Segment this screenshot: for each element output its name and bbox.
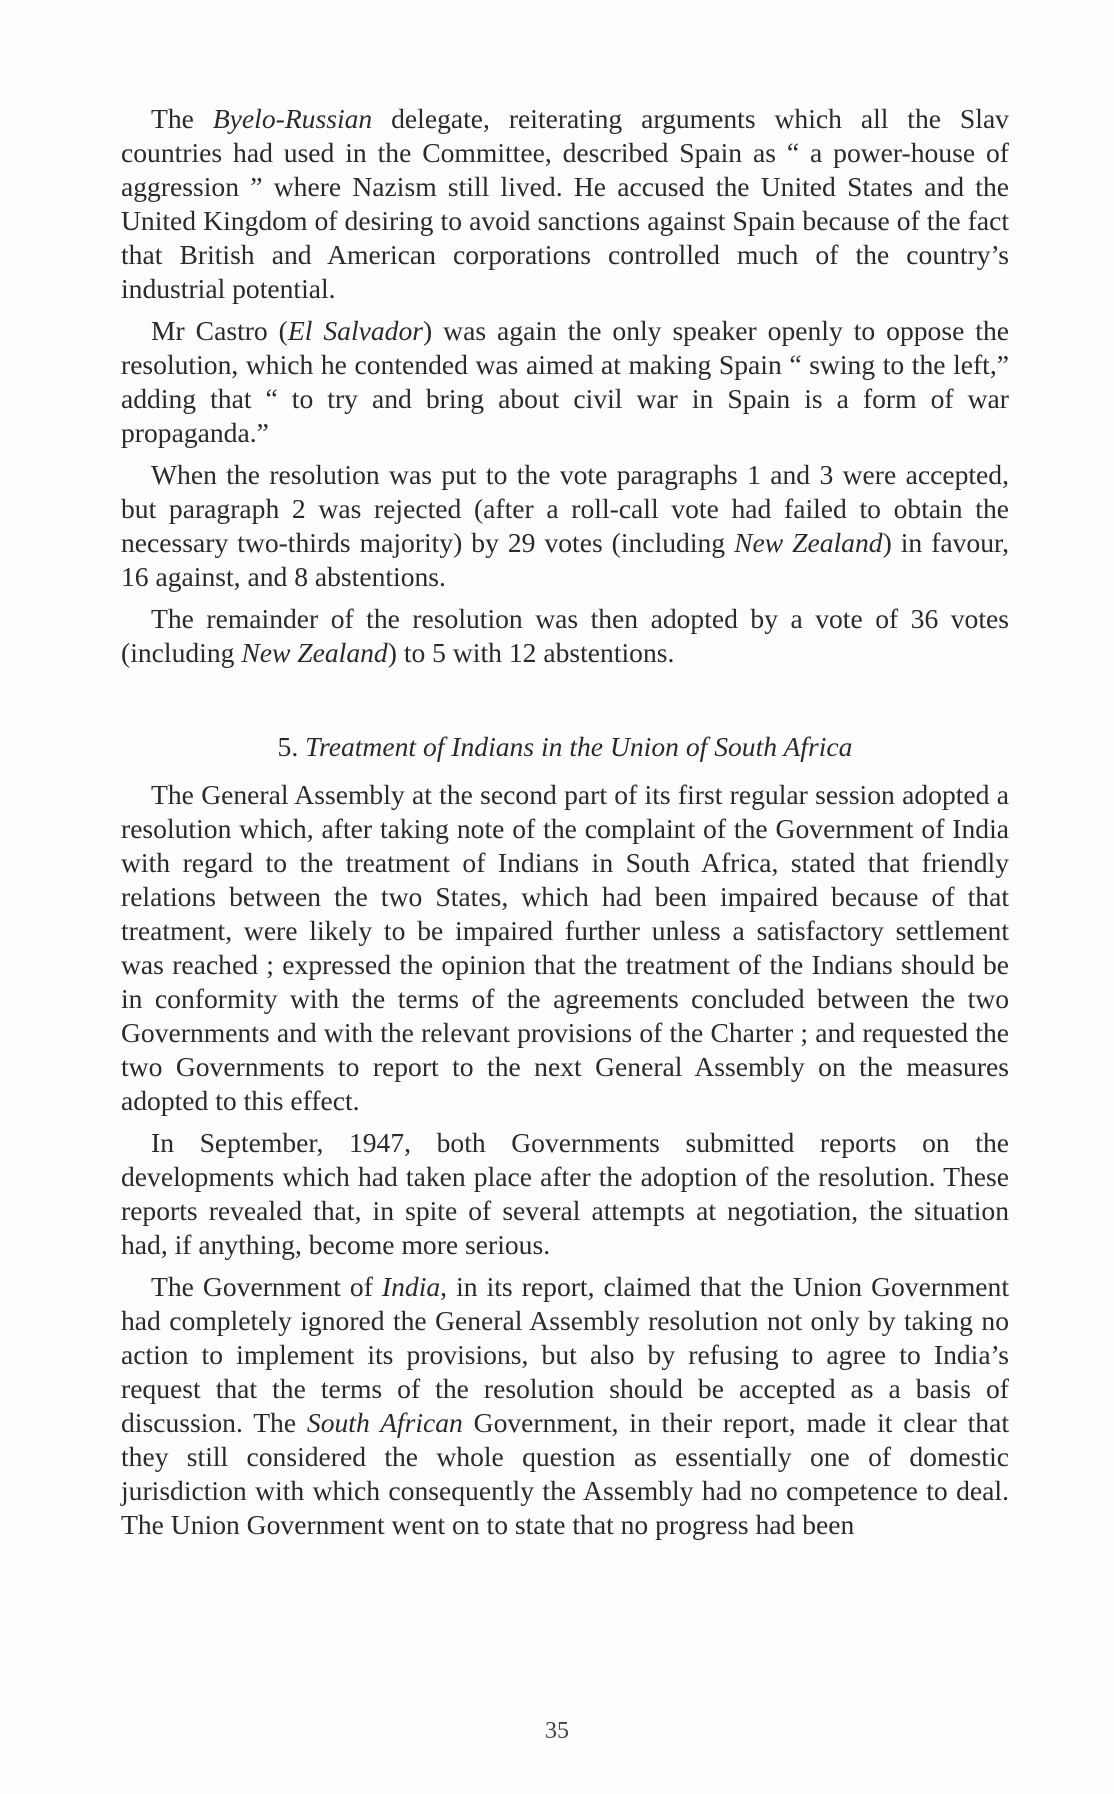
paragraph — [121, 102, 1009, 306]
paragraph — [121, 778, 1009, 1118]
italic-text: India — [381, 1271, 441, 1302]
text-run: delegate, reiterating arguments which all the Slav countries had used in the Committee, described Spain as “ a power-house of aggression ” where Nazism still lived. He accused the United States and the United Kingdom of desiring to avoid sanctions against Spain because of the fact that British and American corporations controlled much of the country’s industrial potential. — [121, 103, 1009, 304]
paragraph-group-2 — [121, 778, 1009, 1542]
italic-text: South African — [306, 1407, 463, 1438]
paragraph-group-1 — [121, 102, 1009, 670]
italic-text: El Salvador — [287, 315, 424, 346]
text-run: The remainder of the resolution was then adopted by a vote of 36 votes (including — [121, 603, 1009, 668]
text-run: In September, 1947, both Governments submitted reports on the developments which had taken place after the adoption of the resolution. These reports revealed that, in spite of several attempts at negotiation, the situation had, if anything, become more serious. — [121, 1127, 1009, 1260]
paragraph — [121, 1126, 1009, 1262]
paragraph — [121, 1270, 1009, 1542]
text-run: ) to 5 with 12 abstentions. — [387, 637, 675, 668]
text-run: ) in favour, 16 against, and 8 abstentions. — [121, 527, 1009, 592]
section-heading — [121, 730, 1009, 764]
paragraph — [121, 458, 1009, 594]
italic-text: Byelo-Russian — [212, 103, 373, 134]
section-number: 5. — [277, 731, 299, 762]
text-run: ) was again the only speaker openly to oppose the resolution, which he contended was aimed at making Spain “ swing to the left,” adding that “ to try and bring about civil war in Spain is a form of war propaganda.” — [121, 315, 1009, 448]
text-run: Government, in their report, made it clear that they still considered the whole question as essentially one of domestic jurisdiction with which consequently the Assembly had no competence to deal. The Union Government went on to state that no progress had been — [121, 1407, 1009, 1540]
text-run: The — [151, 103, 213, 134]
paragraph — [121, 602, 1009, 670]
text-column — [121, 102, 1009, 1542]
text-run: The General Assembly at the second part of its first regular session adopted a resolution which, after taking note of the complaint of the Government of India with regard to the treatment of Indians in South Africa, stated that friendly relations between the two States, which had been impaired because of that treatment, were likely to be impaired further unless a satisfactory settlement was reached ; expressed the opinion that the treatment of the Indians should be in conformity with the terms of the agreements concluded between the two Governments and with the relevant provisions of the Charter ; and requested the two Governments to report to the next General Assembly on the measures adopted to this effect. — [121, 779, 1009, 1116]
section-title: Treatment of Indians in the Union of South Africa — [305, 731, 853, 762]
text-run: Mr Castro ( — [151, 315, 288, 346]
paragraph — [121, 314, 1009, 450]
italic-text: New Zealand — [734, 527, 883, 558]
text-run: The Government of — [151, 1271, 382, 1302]
text-run: When the resolution was put to the vote paragraphs 1 and 3 were accepted, but paragraph 2 was rejected (after a roll-call vote had failed to obtain the necessary two-thirds majority) by 29 votes (including — [121, 459, 1009, 558]
text-run: , in its report, claimed that the Union Government had completely ignored the General Assembly resolution not only by taking no action to implement its provisions, but also by refusing to agree to India’s request that the terms of the resolution should be accepted as a basis of discussion. The — [121, 1271, 1009, 1438]
page-number: 35 — [545, 1718, 569, 1744]
italic-text: New Zealand — [241, 637, 388, 668]
